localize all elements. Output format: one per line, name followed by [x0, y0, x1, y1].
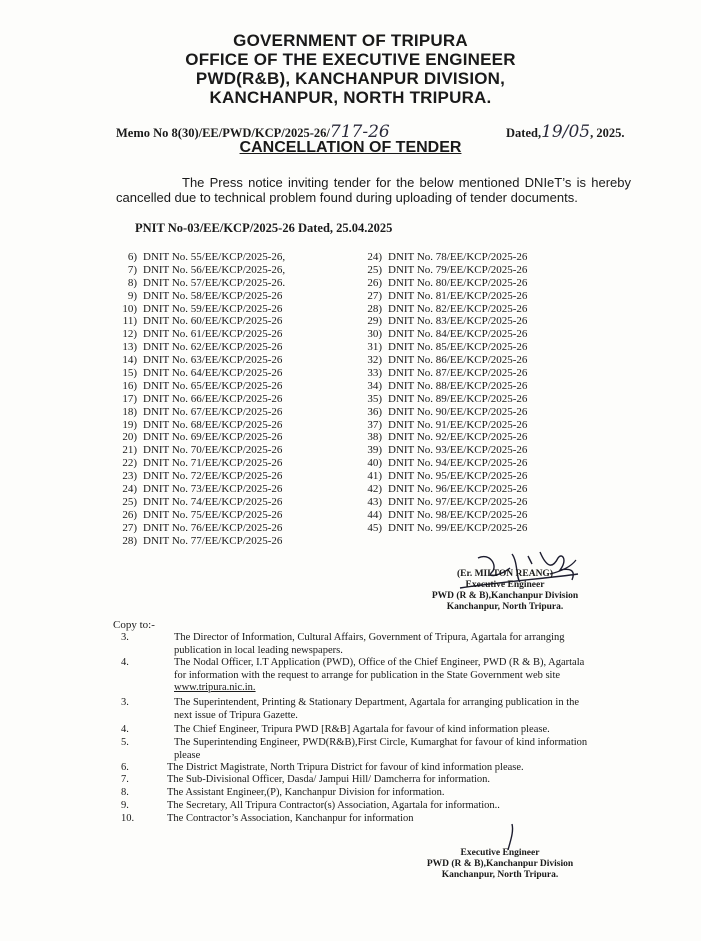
dnit-item-number: 22)	[122, 457, 137, 470]
dnit-item-text: DNIT No. 78/EE/KCP/2025-26	[388, 251, 528, 263]
dnit-item-text: DNIT No. 92/EE/KCP/2025-26	[388, 431, 528, 444]
copy-item-number: 6.	[121, 762, 129, 773]
copy-item-text: The Sub-Divisional Officer, Dasda/ Jampui Hill/ Damcherra for information.	[167, 774, 491, 785]
dnit-list-item	[115, 303, 285, 316]
dnit-list-item	[115, 380, 285, 393]
copy-item-text: The Superintendent, Printing & Stationary Department, Agartala for arranging publication in the	[174, 697, 580, 708]
copy-item-text: The Chief Engineer, Tripura PWD [R&B] Agartala for favour of kind information please.	[174, 724, 550, 735]
memo-date-label: Dated,	[506, 126, 542, 140]
dnit-list-item	[115, 419, 285, 432]
dnit-list-item	[115, 470, 285, 483]
dnit-list-item	[115, 444, 285, 457]
dnit-list-item	[115, 277, 285, 290]
memo-number-handwritten: 717-26	[329, 122, 390, 142]
copy-to-label: Copy to:-	[113, 619, 155, 631]
dnit-item-text: DNIT No. 81/EE/KCP/2025-26	[388, 289, 528, 302]
dnit-item-number: 45)	[367, 521, 382, 534]
signatory-office-2: PWD (R & B),Kanchanpur Division	[426, 859, 574, 869]
copy-item-text: for information with the request to arrange for publication in the State Government web site	[174, 669, 561, 681]
dnit-list-item	[115, 264, 285, 277]
dnit-item-text: DNIT No. 74/EE/KCP/2025-26	[143, 495, 283, 508]
dnit-list-item	[360, 290, 527, 303]
dnit-list-item	[360, 367, 527, 380]
dnit-list-item	[115, 457, 285, 470]
dnit-list-item	[115, 354, 285, 367]
copy-item-number: 10.	[121, 813, 135, 824]
copy-item-number: 4.	[121, 724, 129, 735]
copy-item-number: 4.	[121, 657, 129, 668]
dnit-item-number: 14)	[122, 354, 137, 367]
dnit-list-item	[115, 535, 285, 548]
copy-item-number: 3.	[121, 697, 129, 708]
dnit-item-text: DNIT No. 72/EE/KCP/2025-26	[143, 470, 283, 483]
dnit-item-text: DNIT No. 56/EE/KCP/2025-26,	[143, 263, 286, 276]
copy-item-number: 3.	[121, 632, 129, 643]
dnit-item-text: DNIT No. 97/EE/KCP/2025-26	[388, 495, 528, 508]
dnit-list-item	[360, 341, 527, 354]
dnit-item-text: DNIT No. 67/EE/KCP/2025-26	[143, 405, 283, 418]
copy-item-text: The Contractor’s Association, Kanchanpur for information	[167, 813, 414, 824]
dnit-item-text: DNIT No. 87/EE/KCP/2025-26	[388, 367, 528, 380]
dnit-item-text: DNIT No. 76/EE/KCP/2025-26	[143, 521, 283, 534]
copy-item-text: The Director of Information, Cultural Affairs, Government of Tripura, Agartala for arranging	[174, 632, 565, 643]
dnit-item-number: 30)	[367, 328, 382, 341]
dnit-item-number: 20)	[122, 431, 137, 444]
signatory-designation-2: Executive Engineer	[460, 848, 540, 858]
dnit-item-number: 35)	[367, 392, 382, 405]
dnit-item-text: DNIT No. 75/EE/KCP/2025-26	[143, 508, 283, 521]
dnit-list-item	[360, 444, 527, 457]
memo-date-handwritten: 19/05	[541, 122, 591, 142]
dnit-item-text: DNIT No. 69/EE/KCP/2025-26	[143, 431, 283, 444]
copy-item-text[interactable]: www.tripura.nic.in.	[174, 682, 256, 693]
dnit-item-number: 17)	[122, 392, 137, 405]
copy-item-number: 5.	[121, 737, 129, 748]
dnit-list-item	[115, 290, 285, 303]
header-line-2: OFFICE OF THE EXECUTIVE ENGINEER	[185, 50, 516, 69]
dnit-list-item	[360, 251, 527, 264]
dnit-item-text: DNIT No. 55/EE/KCP/2025-26,	[143, 251, 286, 263]
dnit-item-text: DNIT No. 62/EE/KCP/2025-26	[143, 341, 283, 354]
signatory-place-2: Kanchanpur, North Tripura.	[441, 870, 559, 880]
dnit-item-text: DNIT No. 79/EE/KCP/2025-26	[388, 263, 528, 276]
dnit-list-item	[360, 431, 527, 444]
dnit-item-number: 31)	[367, 341, 382, 354]
dnit-item-text: DNIT No. 71/EE/KCP/2025-26	[143, 457, 283, 470]
dnit-list-item	[115, 496, 285, 509]
dnit-item-number: 38)	[367, 431, 382, 444]
copy-item-number: 8.	[121, 787, 129, 798]
dnit-item-text: DNIT No. 73/EE/KCP/2025-26	[143, 483, 283, 496]
dnit-item-number: 19)	[122, 418, 137, 431]
dnit-item-text: DNIT No. 80/EE/KCP/2025-26	[388, 276, 528, 289]
dnit-item-number: 24)	[367, 251, 382, 263]
dnit-item-number: 28)	[122, 534, 137, 547]
dnit-list-item	[115, 341, 285, 354]
memo-number-prefix: Memo No 8(30)/EE/PWD/KCP/2025-26/	[116, 126, 330, 140]
dnit-item-text: DNIT No. 99/EE/KCP/2025-26	[388, 521, 528, 534]
dnit-list-item	[115, 431, 285, 444]
dnit-item-text: DNIT No. 66/EE/KCP/2025-26	[143, 392, 283, 405]
dnit-item-number: 29)	[367, 315, 382, 328]
dnit-list-item	[360, 393, 527, 406]
dnit-list-item	[115, 406, 285, 419]
dnit-list-item	[115, 393, 285, 406]
dnit-item-text: DNIT No. 82/EE/KCP/2025-26	[388, 302, 528, 315]
header-line-4: KANCHANPUR, NORTH TRIPURA.	[209, 88, 492, 107]
dnit-item-number: 36)	[367, 405, 382, 418]
pnit-reference: PNIT No-03/EE/KCP/2025-26 Dated, 25.04.2025	[135, 221, 393, 235]
copy-item-text: The Superintending Engineer, PWD(R&B),First Circle, Kumarghat for favour of kind information	[174, 737, 588, 748]
dnit-item-number: 18)	[122, 405, 137, 418]
dnit-item-number: 7)	[127, 263, 137, 276]
signatory-office: PWD (R & B),Kanchanpur Division	[431, 591, 579, 601]
copy-item-text: The Nodal Officer, I.T Application (PWD), Office of the Chief Engineer, PWD (R & B), Agartala	[174, 657, 585, 668]
dnit-item-number: 43)	[367, 495, 382, 508]
dnit-item-number: 27)	[367, 289, 382, 302]
dnit-item-text: DNIT No. 63/EE/KCP/2025-26	[143, 354, 283, 367]
dnit-item-number: 9)	[127, 289, 137, 302]
signatory-name: (Er. MILTON REANG)	[457, 569, 553, 579]
dnit-item-number: 32)	[367, 354, 382, 367]
dnit-list-left	[115, 251, 285, 547]
dnit-item-text: DNIT No. 58/EE/KCP/2025-26	[143, 289, 283, 302]
dnit-item-text: DNIT No. 90/EE/KCP/2025-26	[388, 405, 528, 418]
dnit-item-number: 16)	[122, 379, 137, 392]
dnit-item-number: 12)	[122, 328, 137, 341]
dnit-item-number: 13)	[122, 341, 137, 354]
dnit-item-text: DNIT No. 65/EE/KCP/2025-26	[143, 379, 283, 392]
dnit-item-number: 15)	[122, 367, 137, 380]
dnit-item-text: DNIT No. 96/EE/KCP/2025-26	[388, 483, 528, 496]
copy-item-text: please	[174, 749, 201, 761]
header-line-3: PWD(R&B), KANCHANPUR DIVISION,	[195, 69, 506, 88]
dnit-item-number: 24)	[122, 483, 137, 496]
document-title	[0, 139, 701, 157]
copy-item-text: publication in local leading newspapers.	[174, 644, 343, 656]
dnit-item-text: DNIT No. 89/EE/KCP/2025-26	[388, 392, 528, 405]
dnit-item-number: 44)	[367, 508, 382, 521]
dnit-list-item	[360, 380, 527, 393]
dnit-list-item	[360, 354, 527, 367]
dnit-item-text: DNIT No. 64/EE/KCP/2025-26	[143, 367, 283, 380]
dnit-list-item	[360, 522, 527, 535]
dnit-item-text: DNIT No. 84/EE/KCP/2025-26	[388, 328, 528, 341]
dnit-item-number: 39)	[367, 444, 382, 457]
copy-item-number: 7.	[121, 774, 129, 785]
signatory-place: Kanchanpur, North Tripura.	[446, 602, 564, 612]
dnit-item-number: 26)	[122, 508, 137, 521]
dnit-list-right	[360, 251, 527, 535]
dnit-item-number: 25)	[122, 495, 137, 508]
dnit-item-text: DNIT No. 83/EE/KCP/2025-26	[388, 315, 528, 328]
body-paragraph	[116, 175, 631, 205]
dnit-list-item	[360, 509, 527, 522]
dnit-list-item	[360, 277, 527, 290]
dnit-item-text: DNIT No. 94/EE/KCP/2025-26	[388, 457, 528, 470]
dnit-list-item	[360, 315, 527, 328]
dnit-item-text: DNIT No. 59/EE/KCP/2025-26	[143, 302, 283, 315]
dnit-item-number: 25)	[367, 263, 382, 276]
dnit-item-number: 27)	[122, 521, 137, 534]
dnit-list-item	[115, 509, 285, 522]
signatory-designation: Executive Engineer	[465, 580, 545, 590]
dnit-item-text: DNIT No. 61/EE/KCP/2025-26	[143, 328, 283, 341]
dnit-item-text: DNIT No. 93/EE/KCP/2025-26	[388, 444, 528, 457]
dnit-item-text: DNIT No. 70/EE/KCP/2025-26	[143, 444, 283, 457]
dnit-list-item	[360, 470, 527, 483]
dnit-item-number: 40)	[367, 457, 382, 470]
dnit-item-number: 41)	[367, 470, 382, 483]
dnit-item-text: DNIT No. 68/EE/KCP/2025-26	[143, 418, 283, 431]
dnit-item-text: DNIT No. 85/EE/KCP/2025-26	[388, 341, 528, 354]
dnit-list-item	[360, 264, 527, 277]
dnit-list-item	[360, 496, 527, 509]
document-title-text: CANCELLATION OF TENDER	[239, 139, 462, 156]
dnit-list-item	[360, 406, 527, 419]
header-line-1: GOVERNMENT OF TRIPURA	[233, 31, 468, 50]
dnit-item-number: 11)	[122, 315, 137, 328]
dnit-item-number: 10)	[122, 302, 137, 315]
body-paragraph-text: The Press notice inviting tender for the below mentioned DNIeT’s is hereby cancelled due to technical problem found during uploading of tender documents.	[116, 175, 631, 205]
dnit-list-item	[360, 328, 527, 341]
dnit-list-item	[360, 303, 527, 316]
dnit-item-number: 33)	[367, 367, 382, 380]
dnit-item-number: 21)	[122, 444, 137, 457]
dnit-item-number: 6)	[127, 251, 137, 263]
dnit-item-text: DNIT No. 91/EE/KCP/2025-26	[388, 418, 528, 431]
dnit-list-item	[115, 522, 285, 535]
dnit-item-number: 8)	[127, 276, 137, 289]
dnit-list-item	[360, 419, 527, 432]
dnit-list-item	[115, 367, 285, 380]
dnit-list-item	[360, 457, 527, 470]
dnit-item-text: DNIT No. 77/EE/KCP/2025-26	[143, 534, 283, 547]
dnit-list-item	[115, 315, 285, 328]
dnit-item-number: 28)	[367, 302, 382, 315]
dnit-item-number: 42)	[367, 483, 382, 496]
memo-date-year: , 2025.	[590, 126, 625, 140]
copy-item-text: The Secretary, All Tripura Contractor(s) Association, Agartala for information..	[167, 800, 500, 811]
dnit-item-text: DNIT No. 86/EE/KCP/2025-26	[388, 354, 528, 367]
dnit-item-text: DNIT No. 98/EE/KCP/2025-26	[388, 508, 528, 521]
dnit-item-text: DNIT No. 60/EE/KCP/2025-26	[143, 315, 283, 328]
copy-item-text: next issue of Tripura Gazette.	[174, 709, 298, 721]
dnit-item-text: DNIT No. 95/EE/KCP/2025-26	[388, 470, 528, 483]
dnit-list-item	[115, 251, 285, 264]
copy-item-text: The Assistant Engineer,(P), Kanchanpur Division for information.	[167, 787, 445, 798]
dnit-item-number: 34)	[367, 379, 382, 392]
dnit-list-item	[360, 483, 527, 496]
copy-item-number: 9.	[121, 800, 129, 811]
dnit-list-item	[115, 328, 285, 341]
dnit-item-number: 26)	[367, 276, 382, 289]
dnit-item-number: 37)	[367, 418, 382, 431]
copy-item-text: The District Magistrate, North Tripura District for favour of kind information please.	[167, 762, 524, 773]
dnit-list-item	[115, 483, 285, 496]
dnit-item-text: DNIT No. 88/EE/KCP/2025-26	[388, 379, 528, 392]
dnit-item-number: 23)	[122, 470, 137, 483]
dnit-item-text: DNIT No. 57/EE/KCP/2025-26.	[143, 276, 286, 289]
